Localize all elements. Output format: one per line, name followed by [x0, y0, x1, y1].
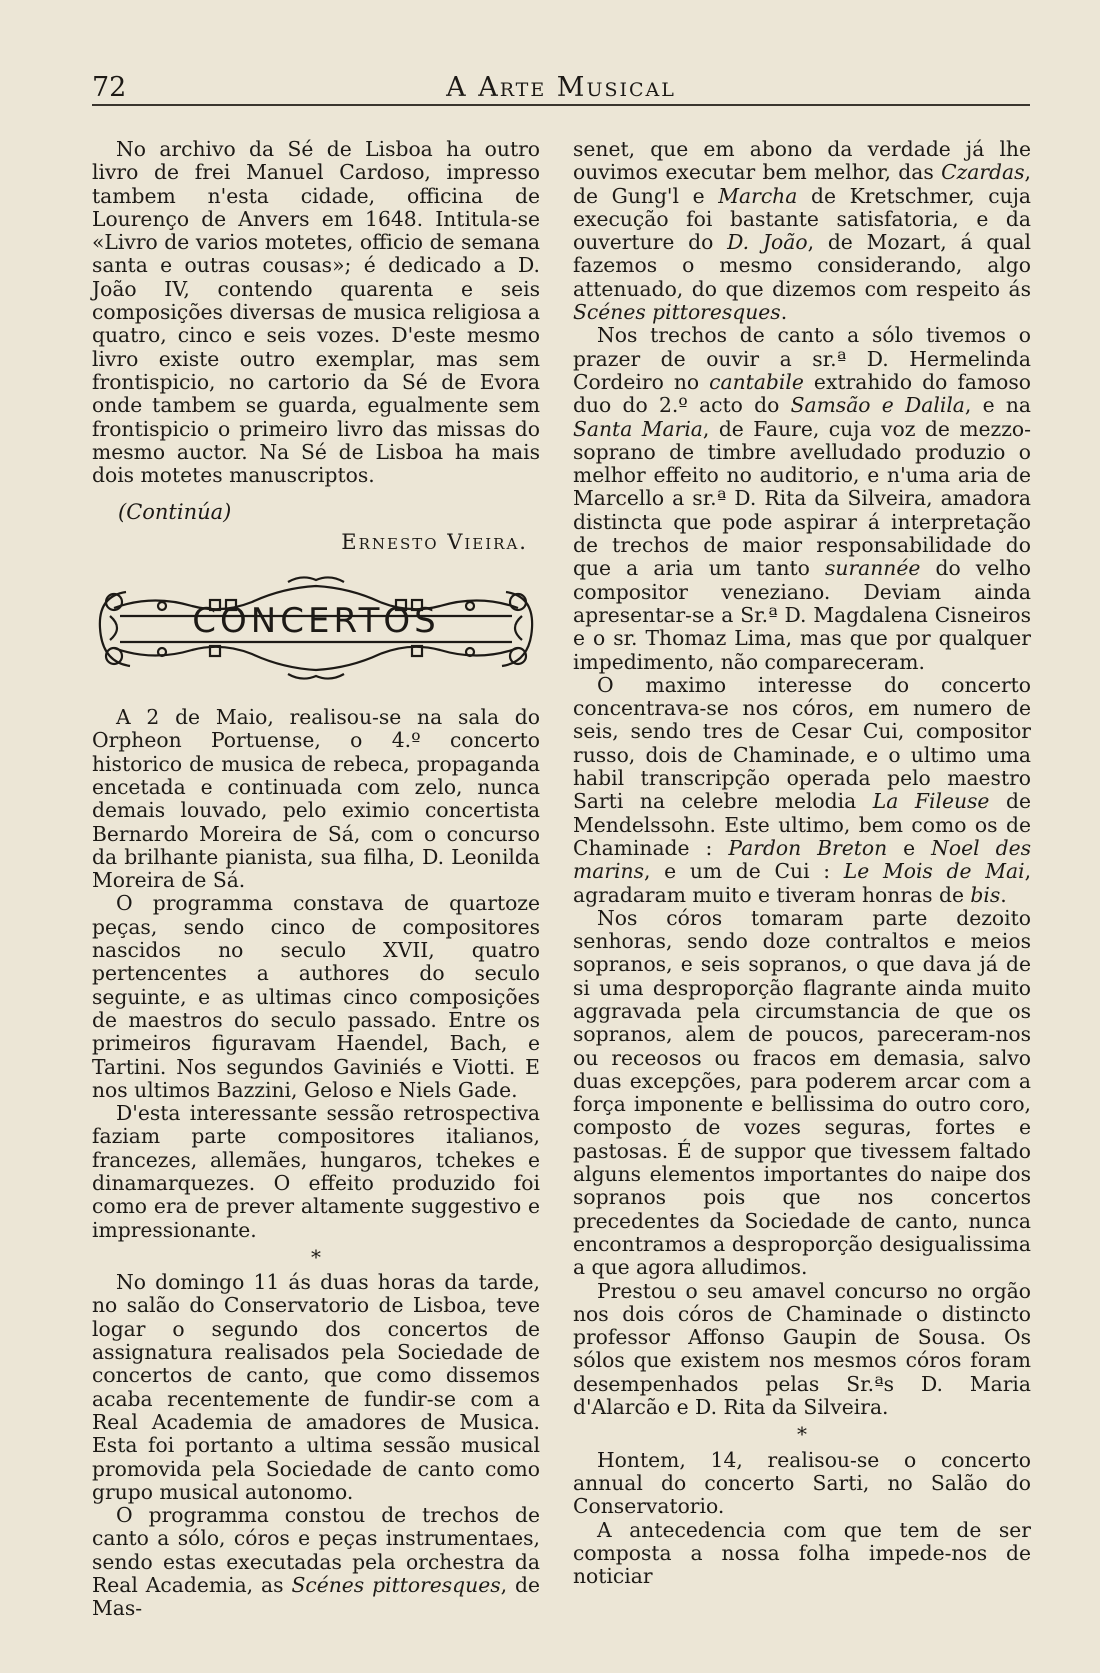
text-run: extrahido do famoso duo do 2.º acto do — [573, 369, 1032, 418]
work-title: Le Mois de Mai — [843, 859, 1025, 884]
closing-paragraph: A antecedencia com que tem de ser composta a nossa folha impede-nos de noticiar — [573, 1517, 1031, 1589]
text-run: Nos trechos de canto a sólo tivemos o prazer de ouvir a sr.ª D. Hermelinda Cordeiro no — [573, 323, 1031, 394]
solo-paragraph — [573, 324, 1031, 673]
running-header — [92, 70, 1030, 106]
author-signature: Ernesto Vieira. — [341, 529, 528, 554]
continued-paragraph — [573, 138, 1031, 324]
left-column — [92, 138, 540, 1621]
text-run: , de Mozart, á qual fazemos o mesmo considerando, algo attenuado, do que dizemos com respeito ás — [573, 230, 1031, 301]
programma-paragraph — [92, 1504, 540, 1620]
programma-text: O programma constou de trechos de canto a sólo, córos e peças instrumentaes, sendo estas executadas pela orchestra da Real Academia, as — [92, 1503, 540, 1598]
right-column — [573, 138, 1031, 1588]
programma-tail: , de Mas- — [92, 1573, 540, 1621]
emphasis: surannée — [824, 556, 921, 581]
work-title: Marcha — [718, 183, 798, 208]
text-run: , de Gung'l e — [573, 160, 1031, 208]
work-title: Scénes pittoresques — [573, 300, 781, 325]
text-run: de Mendelssohn. Este ultimo, bem como os de Chaminade : — [573, 789, 1031, 860]
asterism-separator: * — [311, 1244, 321, 1269]
work-title: cantabile — [709, 369, 804, 394]
page-number: 72 — [92, 72, 127, 103]
archive-paragraph: No archivo da Sé de Lisboa ha outro livro de frei Manuel Cardoso, impresso tambem n'esta cidade, officina de Lourenço de Anvers em 1648. Intitula-se «Livro de varios motetes, officio de semana santa e outras cousas»; é dedicado a D. João IV, contendo quarenta e seis composições diversas de musica religiosa a quatro, cinco e seis vozes. D'este mesmo livro existe outro exemplar, mas sem frontispicio, no cartorio da Sé de Evora onde tambem se guarda, egualmente sem frontispicio o primeiro livro das missas do mesmo auctor. Na Sé de Lisboa ha mais dois motetes manuscriptos. — [92, 137, 540, 488]
sarti-paragraph: Hontem, 14, realisou-se o concerto annual do concerto Sarti, no Salão do Conservatorio. — [573, 1447, 1031, 1519]
emphasis: bis — [970, 882, 1001, 907]
running-title: A Arte Musical — [446, 72, 676, 103]
work-title: Czardas — [941, 160, 1025, 185]
text-run: de Kretschmer, cuja execução foi bastante satisfatoria, e da ouverture do — [573, 183, 1031, 255]
domingo-paragraph: No domingo 11 ás duas horas da tarde, no salão do Conservatorio de Lisboa, teve logar o segundo dos concertos de assignatura realisados pela Sociedade de concertos de canto, que como dissemos acaba recentemente de fundir-se com a Real Academia de amadores de Musica. Esta foi portanto a ultima sessão musical promovida pela Sociedade de canto como grupo musical autonomo. — [92, 1270, 540, 1504]
coros-paragraph — [573, 674, 1031, 907]
work-title: La Fileuse — [872, 789, 990, 814]
work-title: Pardon Breton — [728, 835, 888, 860]
asterism-separator: * — [797, 1422, 807, 1447]
concert-paragraph-2: O programma constava de quartoze peças, sendo cinco de compositores nascidos no seculo XVII, quatro pertencentes a authores do seculo seguinte, e as ultimas cinco composições de maestros do seculo passado. Entre os primeiros figuravam Haendel, Bach, e Tartini. Nos segundos Gaviniés e Viotti. E nos ultimos Bazzini, Geloso e Niels Gade. — [92, 891, 540, 1102]
work-title: Scénes pittoresques — [291, 1573, 501, 1598]
choir-critique-paragraph: Nos córos tomaram parte dezoito senhoras, sendo doze contraltos e meios sopranos, e seis sopranos, o que dava já de si uma desproporção flagrante ainda muito aggravada pela circumstancia de que os sopranos, alem de poucos, pareceram-nos ou receosos ou fracos em demasia, salvo duas excepções, para poderem arcar com a força imponente e bellissima do outro coro, composto de vozes seguras, fortes e pastosas. É de suppor que tivessem faltado alguns elementos importantes do naipe dos sopranos pois que nos concertos precedentes da Sociedade de canto, nunca encontramos a desproporção desigualissima a que agora alludimos. — [573, 905, 1031, 1280]
concert-paragraph-3: D'esta interessante sessão retrospectiva faziam parte compositores italianos, francezes, allemães, hungaros, tchekes e dinamarquezes. O effeito produzido foi como era de prever altamente suggestivo e impressionante. — [92, 1101, 540, 1242]
text-run: O maximo interesse do concerto concentrava-se nos córos, em numero de seis, sendo tres de Cesar Cui, compositor russo, dois de Chaminade, e o ultimo uma habil transcripção operada pelo maestro Sarti na celebre melodia — [573, 672, 1031, 814]
organ-paragraph: Prestou o seu amavel concurso no orgão nos dois córos de Chaminade o distincto professor Affonso Gaupin de Sousa. Os sólos que existem nos mesmos córos foram desempenhados pelas Sr.ªs D. Maria d'Alarcão e D. Rita da Silveira. — [573, 1278, 1031, 1420]
concert-paragraph-1: A 2 de Maio, realisou-se na sala do Orpheon Portuense, o 4.º concerto historico de musica de rebeca, propaganda encetada e continuada com zelo, nunca demais louvado, pelo eximio concertista Bernardo Moreira de Sá, com o concurso da brilhante pianista, sua filha, D. Leonilda Moreira de Sá. — [92, 705, 540, 893]
section-title: CONCERTOS — [192, 601, 440, 642]
work-title: Santa Maria — [573, 416, 703, 441]
text-run: do velho compositor veneziano. Deviam ainda apresentar-se a Sr.ª D. Magdalena Cisneiros e o sr. Thomaz Lima, mas que por qualquer impedimento, não compareceram. — [573, 556, 1031, 674]
work-title: Samsão e Dalila — [790, 393, 965, 418]
concertos-section-heading — [92, 572, 540, 684]
text-run: , de Faure, cuja voz de mezzo-soprano de timbre avelludado produzio o melhor effeito no auditorio, e n'uma aria de Marcello a sr.ª D. Rita da Silveira, amadora distincta que pode aspirar á interpretação de trechos de maior responsabilidade do que a aria um tanto — [573, 416, 1031, 581]
text-run: , e um de Cui : — [643, 859, 844, 884]
continua-note: (Continúa) — [118, 500, 232, 525]
work-title: Noel des marins — [573, 835, 1031, 884]
text-run: , agradaram muito e tiveram honras de — [573, 859, 1032, 907]
text-run: e — [887, 835, 932, 860]
text-run: . — [1000, 882, 1007, 907]
text-run: senet, que em abono da verdade já lhe ouvimos executar bem melhor, das — [573, 137, 1031, 185]
text-run: . — [780, 300, 788, 325]
work-title: D. João — [727, 230, 808, 255]
text-run: , e na — [964, 393, 1031, 418]
